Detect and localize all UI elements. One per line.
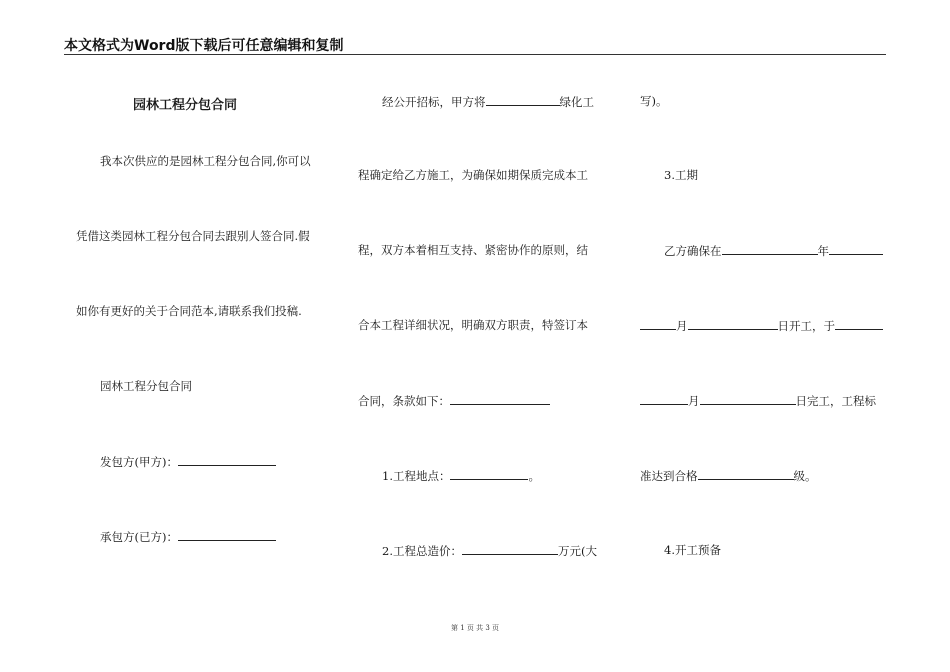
- col2-line-1-text-a: 经公开招标，甲方将: [382, 95, 486, 109]
- intro-line-3: 如你有更好的关于合同范本,请联系我们投稿.: [76, 304, 302, 318]
- col2-line-5-text: 合同，条款如下：: [358, 394, 450, 408]
- page-number: 第 1 页 共 3 页: [450, 624, 500, 632]
- party-b-field: [100, 529, 276, 544]
- quality-label: 准达到合格: [640, 469, 698, 483]
- item-2-total-cost: [382, 543, 597, 558]
- contract-subtitle: 园林工程分包合同: [100, 379, 192, 393]
- header-title: 本文格式为Word版下载后可任意编辑和复制: [64, 38, 344, 54]
- col3-line-6: [640, 468, 817, 483]
- completion-label: 日完工，工程标: [795, 394, 876, 408]
- item-2-label: 2.工程总造价：: [382, 544, 462, 558]
- col2-line-2: 程确定给乙方施工，为确保如期保质完成本工: [358, 168, 588, 182]
- location-blank: [450, 468, 528, 480]
- col2-line-1: [382, 94, 594, 109]
- item-2-unit: 万元(大: [557, 544, 597, 558]
- grade-label: 级。: [793, 469, 817, 483]
- cost-blank: [462, 543, 558, 555]
- month-label-2: 月: [688, 394, 700, 408]
- party-a-field: [100, 454, 276, 469]
- party-b-blank: [178, 529, 276, 541]
- project-name-blank: [486, 94, 560, 106]
- col2-line-4: 合本工程详细状况，明确双方职责，特签订本: [358, 318, 588, 332]
- terms-blank: [450, 393, 550, 405]
- party-b-label: 承包方(已方)：: [100, 530, 178, 544]
- item-4-preparation: 4.开工预备: [664, 543, 721, 557]
- month-label-1: 月: [676, 319, 688, 333]
- start-month-cont-blank: [640, 318, 676, 330]
- party-a-label: 发包方(甲方)：: [100, 455, 178, 469]
- col2-line-3: 程，双方本着相互支持、紧密协作的原则，结: [358, 243, 588, 257]
- document-title: 园林工程分包合同: [133, 98, 238, 113]
- start-year-blank: [722, 243, 818, 255]
- item-3-schedule: 3.工期: [664, 168, 698, 182]
- start-work-label: 日开工，于: [777, 319, 835, 333]
- col3-line-5: [640, 393, 876, 408]
- start-day-blank: [688, 318, 778, 330]
- item-1-end: 。: [528, 469, 540, 483]
- end-day-blank: [700, 393, 796, 405]
- col3-line-1: 写)。: [640, 94, 668, 108]
- year-label: 年: [817, 244, 829, 258]
- intro-line-2: 凭借这类园林工程分包合同去跟别人签合同.假: [76, 229, 310, 243]
- col3-line-4: [640, 318, 883, 333]
- start-month-blank: [829, 243, 883, 255]
- item-1-label: 1.工程地点：: [382, 469, 451, 483]
- quality-grade-blank: [698, 468, 794, 480]
- col2-line-1-text-b: 绿化工: [559, 95, 594, 109]
- end-year-blank: [835, 318, 883, 330]
- page-header: [64, 34, 886, 55]
- end-month-blank: [640, 393, 688, 405]
- party-a-blank: [178, 454, 276, 466]
- col3-line-3-text: 乙方确保在: [664, 244, 722, 258]
- item-1-location: [382, 468, 540, 483]
- col3-line-3: [664, 243, 883, 258]
- col2-line-5: [358, 393, 550, 408]
- intro-line-1: 我本次供应的是园林工程分包合同,你可以: [100, 154, 311, 168]
